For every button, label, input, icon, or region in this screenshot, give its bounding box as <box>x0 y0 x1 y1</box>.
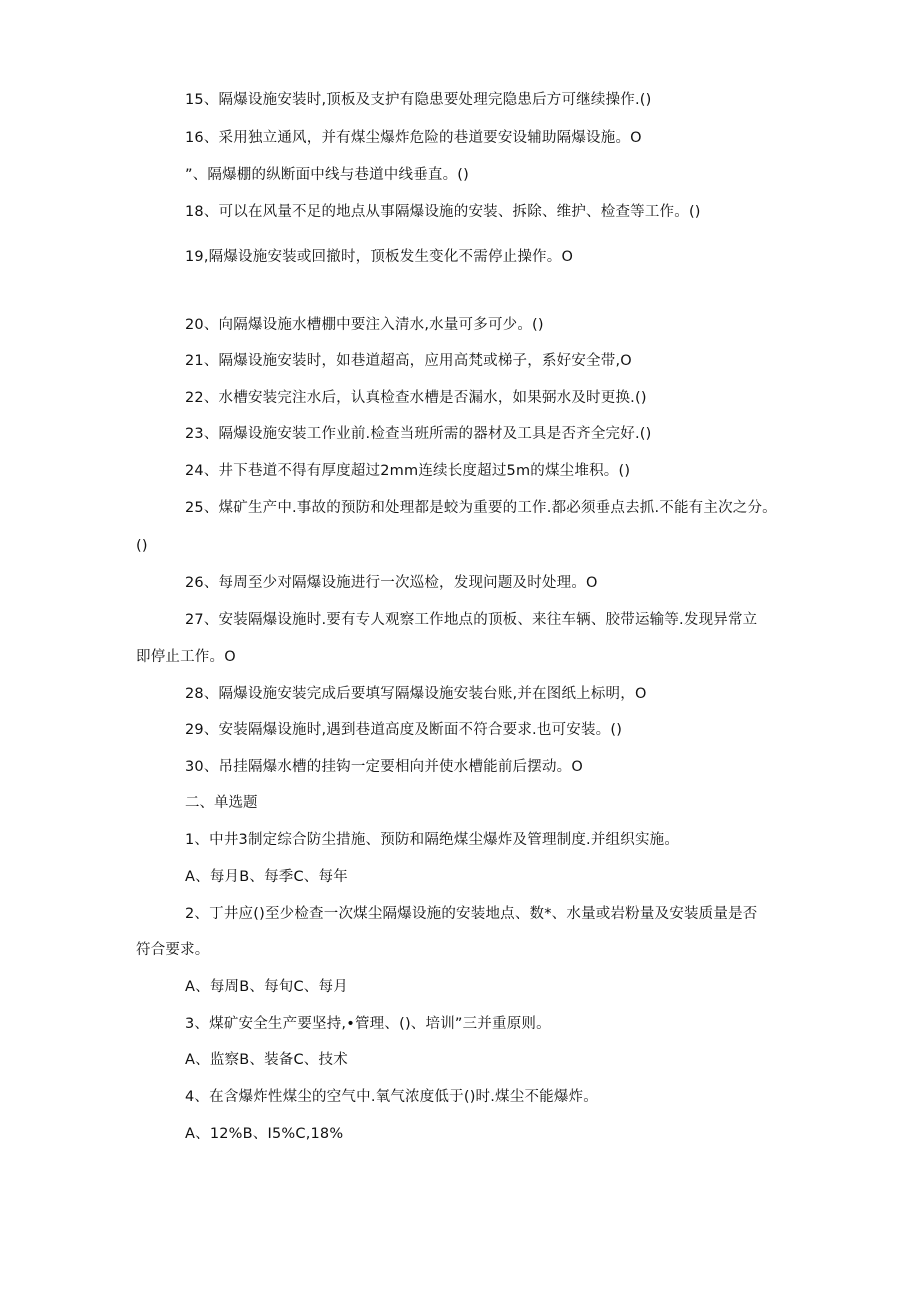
single-choice-question-2-line-1: 2、丁井应()至少检查一次煤尘隔爆设施的安装地点、数*、水量或岩粉量及安装质量是否 <box>185 906 758 922</box>
question-16: 16、采用独立通风，并有煤尘爆炸危险的巷道要安设辅助隔爆设施。O <box>185 130 642 146</box>
question-27-line-2: 即停止工作。O <box>136 649 236 665</box>
question-23: 23、隔爆设施安装工作业前.检查当班所需的器材及工具是否齐全完好.() <box>185 426 652 442</box>
question-20: 20、向隔爆设施水槽棚中要注入清水,水量可多可少。() <box>185 317 544 333</box>
question-29: 29、安装隔爆设施时,遇到巷道高度及断面不符合要求.也可安装。() <box>185 722 623 738</box>
single-choice-question-4: 4、在含爆炸性煤尘的空气中.氧气浓度低于()时.煤尘不能爆炸。 <box>185 1089 598 1105</box>
question-22: 22、水槽安装完注水后，认真检查水槽是否漏水，如果弼水及时更换.() <box>185 390 647 406</box>
question-17: ”、隔爆棚的纵断面中线与巷道中线垂直。() <box>185 167 470 183</box>
question-18: 18、可以在风量不足的地点从事隔爆设施的安装、拆除、维护、检查等工作。() <box>185 204 701 220</box>
section-heading: 二、单选题 <box>185 795 258 811</box>
question-15: 15、隔爆设施安装时,顶板及支护有隐患要处理完隐患后方可继续操作.() <box>185 92 652 108</box>
single-choice-options-3: A、监察B、装备C、技术 <box>185 1052 348 1068</box>
question-25-line-1: 25、煤矿生产中.事故的预防和处理都是蛟为重要的工作.都必须垂点去抓.不能有主次之分。 <box>185 500 777 516</box>
question-24: 24、井下巷道不得有厚度超过2mm连续长度超过5m的煤尘堆积。() <box>185 463 631 479</box>
single-choice-question-2-line-2: 符合要求。 <box>136 942 210 958</box>
single-choice-question-1: 1、中井3制定综合防尘措施、预防和隔绝煤尘爆炸及管理制度.并组织实施。 <box>185 832 680 848</box>
question-21: 21、隔爆设施安装时，如巷道超高，应用高梵或梯子，系好安全带,O <box>185 353 632 369</box>
single-choice-question-3: 3、煤矿安全生产要坚持,•管理、()、培训”三并重原则。 <box>185 1016 551 1032</box>
question-30: 30、吊挂隔爆水槽的挂钩一定要相向并使水槽能前后摆动。O <box>185 759 583 775</box>
single-choice-options-4: A、12%B、I5%C,18% <box>185 1126 344 1142</box>
question-25-line-2: () <box>136 538 148 554</box>
question-28: 28、隔爆设施安装完成后要填写隔爆设施安装台账,并在图纸上标明，O <box>185 686 647 702</box>
single-choice-options-2: A、每周B、每旬C、每月 <box>185 979 348 995</box>
question-27-line-1: 27、安装隔爆设施时.要有专人观察工作地点的顶板、来往车辆、胶带运输等.发现异常立 <box>185 612 758 628</box>
question-26: 26、每周至少对隔爆设施进行一次巡检，发现问题及时处理。O <box>185 575 598 591</box>
question-19: 19,隔爆设施安装或回撤时，顶板发生变化不需停止操作。O <box>185 249 574 265</box>
single-choice-options-1: A、每月B、每季C、每年 <box>185 869 348 885</box>
